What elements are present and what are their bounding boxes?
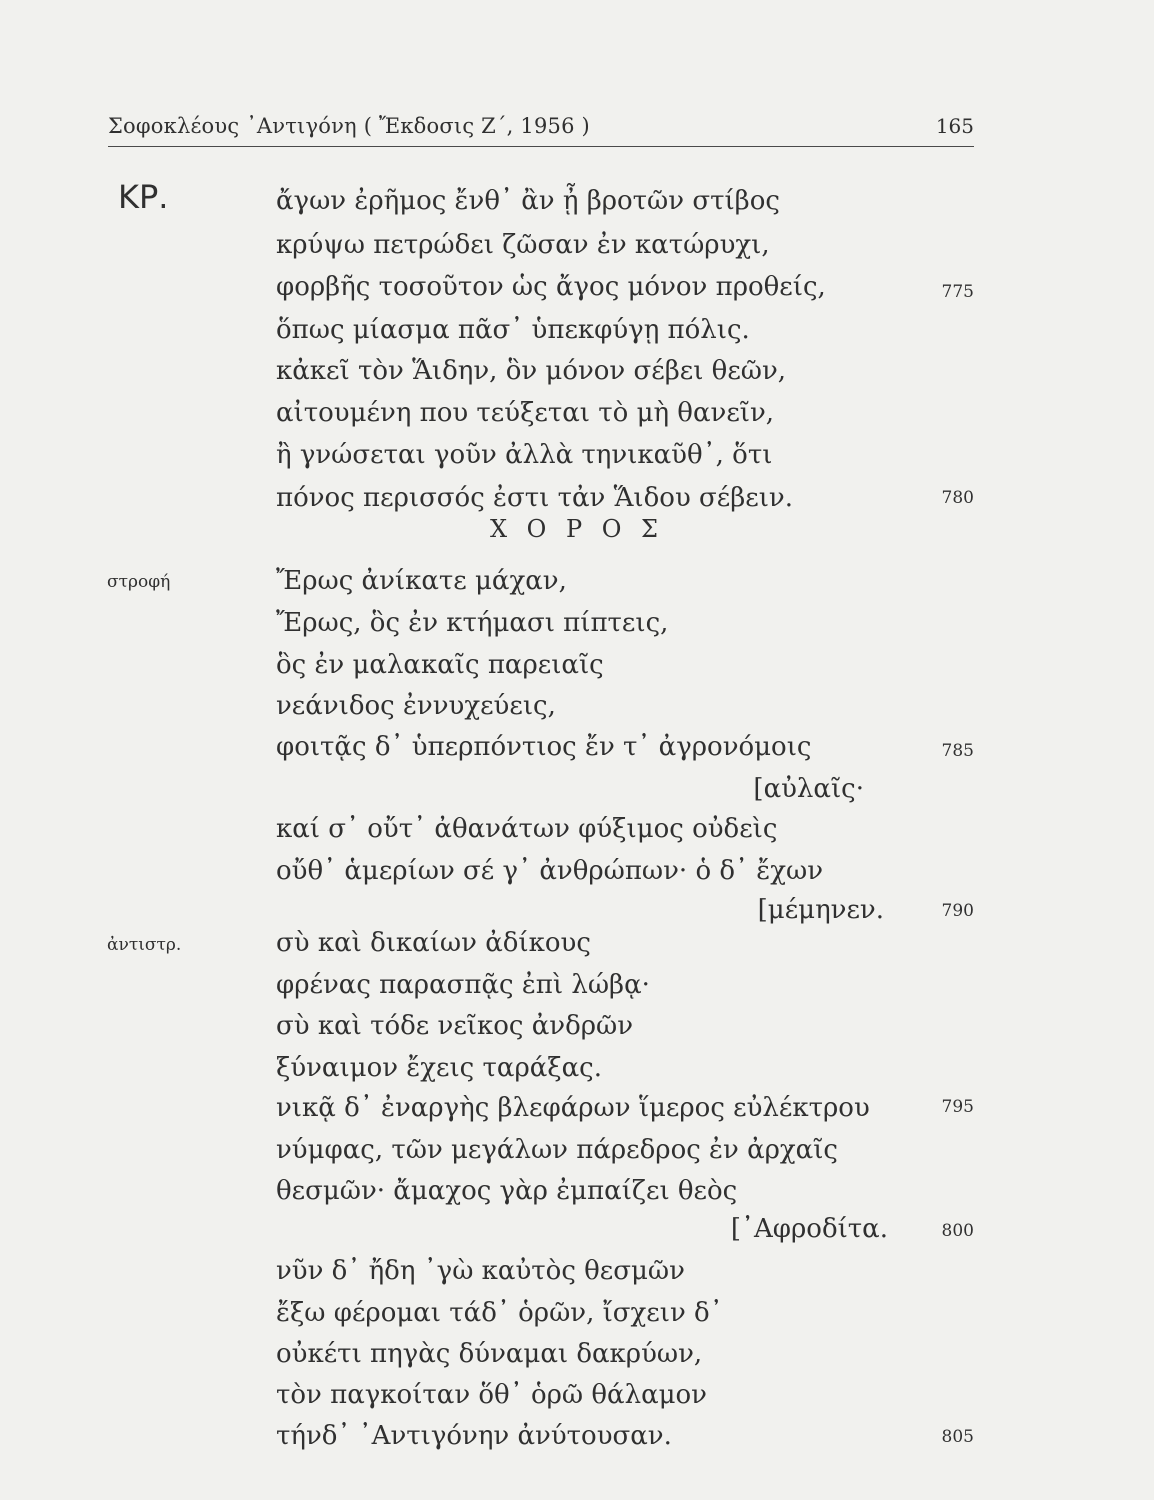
verse-line: νῦν δ᾿ ἤδη ᾿γὼ καὐτὸς θεσμῶν [276, 1256, 685, 1286]
verse-line: οὔθ᾿ ἁμερίων σέ γ᾿ ἀνθρώπων· ὁ δ᾿ ἔχων [276, 856, 824, 886]
verse-line: οὐκέτι πηγὰς δύναμαι δακρύων, [276, 1339, 703, 1369]
line-number: 790 [941, 901, 974, 921]
line-number: 780 [941, 488, 974, 508]
verse-line: ὃς ἐν μαλακαῖς παρειαῖς [276, 650, 604, 680]
line-number: 805 [941, 1427, 974, 1447]
verse-line: [᾿Αφροδίτα. [730, 1214, 888, 1244]
verse-line: καί σ᾿ οὔτ᾿ ἀθανάτων φύξιμος οὐδεὶς [276, 814, 778, 844]
header-rule [108, 146, 974, 147]
line-number: 775 [941, 282, 974, 302]
verse-line: αἰτουμένη που τεύξεται τὸ μὴ θανεῖν, [276, 398, 775, 428]
verse-line: ἢ γνώσεται γοῦν ἀλλὰ τηνικαῦθ᾿, ὅτι [276, 440, 773, 470]
chorus-heading: Χ Ο Ρ Ο Σ [489, 515, 665, 543]
verse-line: [μέμηνεν. [757, 895, 884, 925]
page-number: 165 [935, 114, 974, 138]
verse-line: φρένας παρασπᾷς ἐπὶ λώβᾳ· [276, 970, 650, 1000]
verse-line: κἀκεῖ τὸν Ἅιδην, ὃν μόνον σέβει θεῶν, [276, 356, 787, 386]
verse-line: ξύναιμον ἔχεις ταράξας. [276, 1053, 602, 1083]
antistrophe-label: ἀντιστρ. [107, 935, 182, 955]
line-number: 785 [941, 741, 974, 761]
running-header [108, 108, 974, 148]
verse-line: φοιτᾷς δ᾿ ὑπερπόντιος ἔν τ᾿ ἀγρονόμοις [276, 732, 812, 762]
verse-line: Ἔρως, ὃς ἐν κτήμασι πίπτεις, [276, 608, 669, 638]
speaker-label: ΚΡ. [118, 178, 169, 216]
header-title: Σοφοκλέους ᾿Αντιγόνη ( Ἔκδοσις Ζ΄, 1956 ) [108, 114, 590, 138]
verse-line: θεσμῶν· ἄμαχος γὰρ ἐμπαίζει θεὸς [276, 1176, 738, 1206]
verse-line: ἔξω φέρομαι τάδ᾿ ὁρῶν, ἴσχειν δ᾿ [276, 1298, 723, 1328]
verse-line: Ἔρως ἀνίκατε μάχαν, [276, 566, 567, 596]
strophe-label: στροφή [107, 572, 171, 592]
verse-line: [αὐλαῖς· [753, 774, 864, 804]
verse-line: ἄγων ἐρῆμος ἔνθ᾿ ἂν ᾖ βροτῶν στίβος [276, 186, 780, 216]
verse-line: νικᾷ δ᾿ ἐναργὴς βλεφάρων ἵμερος εὐλέκτρου [276, 1093, 870, 1123]
verse-line: σὺ καὶ τόδε νεῖκος ἀνδρῶν [276, 1011, 634, 1041]
verse-line: σὺ καὶ δικαίων ἀδίκους [276, 928, 591, 958]
verse-line: νύμφας, τῶν μεγάλων πάρεδρος ἐν ἀρχαῖς [276, 1135, 838, 1165]
verse-line: φορβῆς τοσοῦτον ὡς ἄγος μόνον προθείς, [276, 272, 826, 302]
verse-line: τὸν παγκοίταν ὅθ᾿ ὁρῶ θάλαμον [276, 1380, 707, 1410]
line-number: 795 [941, 1097, 974, 1117]
verse-line: ὅπως μίασμα πᾶσ᾿ ὑπεκφύγῃ πόλις. [276, 315, 750, 345]
verse-line: νεάνιδος ἐννυχεύεις, [276, 691, 556, 721]
verse-line: τήνδ᾿ ᾿Αντιγόνην ἀνύτουσαν. [276, 1421, 672, 1451]
verse-line: πόνος περισσός ἐστι τἀν Ἅιδου σέβειν. [276, 483, 793, 513]
line-number: 800 [941, 1221, 974, 1241]
verse-line: κρύψω πετρώδει ζῶσαν ἐν κατώρυχι, [276, 230, 770, 260]
